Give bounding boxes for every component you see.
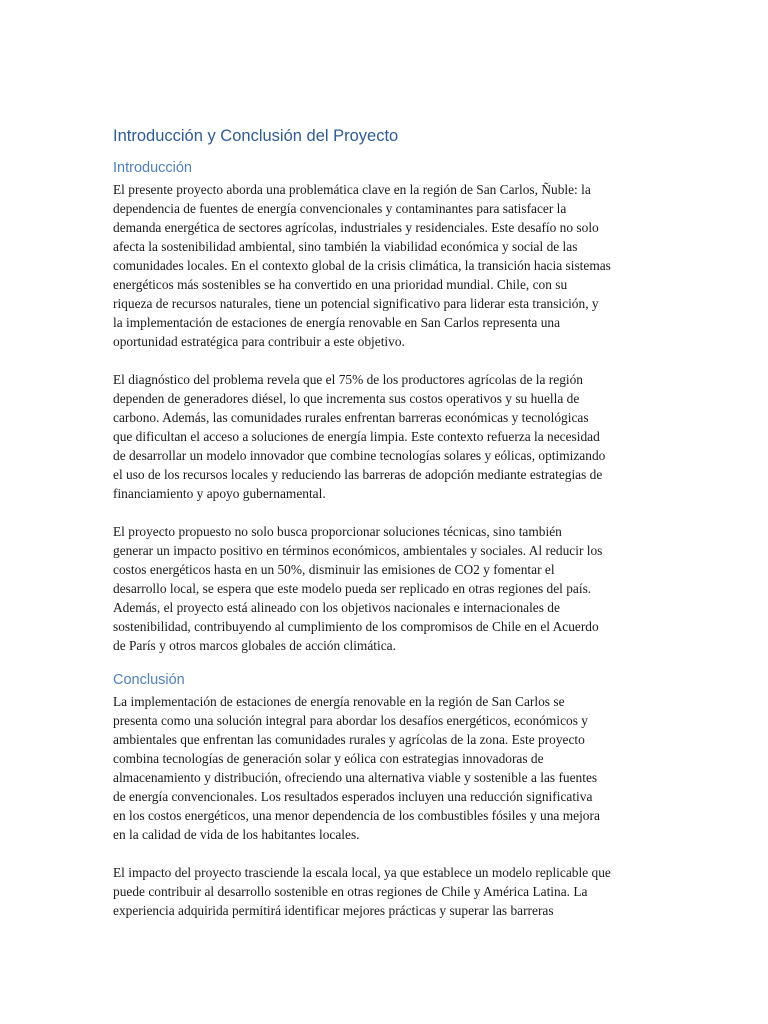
- text-line: la implementación de estaciones de energía renovable en San Carlos representa una: [113, 315, 561, 330]
- text-line: en los costos energéticos, una menor dependencia de los combustibles fósiles y una mejora: [113, 808, 600, 823]
- text-line: en la calidad de vida de los habitantes locales.: [113, 827, 360, 842]
- text-line: de energía convencionales. Los resultados esperados incluyen una reducción significativa: [113, 789, 593, 804]
- text-line: energéticos más sostenibles se ha convertido en una prioridad mundial. Chile, con su: [113, 277, 568, 292]
- text-line: de desarrollar un modelo innovador que combine tecnologías solares y eólicas, optimizando: [113, 448, 606, 463]
- section-heading-conclusion: Conclusión: [113, 672, 185, 688]
- section-introduccion: [113, 158, 658, 655]
- text-line: afecta la sostenibilidad ambiental, sino también la viabilidad económica y social de las: [113, 239, 578, 254]
- section-conclusion: [113, 670, 658, 920]
- text-line: oportunidad estratégica para contribuir a este objetivo.: [113, 334, 405, 349]
- text-line: el uso de los recursos locales y reduciendo las barreras de adopción mediante estrategias de: [113, 467, 603, 482]
- text-line: El presente proyecto aborda una problemática clave en la región de San Carlos, Ñuble: la: [113, 182, 591, 197]
- text-line: sostenibilidad, contribuyendo al cumplimiento de los compromisos de Chile en el Acuerdo: [113, 619, 599, 634]
- text-line: dependencia de fuentes de energía convencionales y contaminantes para satisfacer la: [113, 201, 567, 216]
- text-line: El proyecto propuesto no solo busca proporcionar soluciones técnicas, sino también: [113, 524, 562, 539]
- text-line: presenta como una solución integral para abordar los desafíos energéticos, económicos y: [113, 713, 588, 728]
- text-line: combina tecnologías de generación solar y eólica con estrategias innovadoras de: [113, 751, 544, 766]
- text-line: de París y otros marcos globales de acción climática.: [113, 638, 396, 653]
- text-line: almacenamiento y distribución, ofreciendo una alternativa viable y sostenible a las fuentes: [113, 770, 598, 785]
- text-line: dependen de generadores diésel, lo que incrementa sus costos operativos y su huella de: [113, 391, 580, 406]
- text-line: Además, el proyecto está alineado con los objetivos nacionales e internacionales de: [113, 600, 560, 615]
- text-line: riqueza de recursos naturales, tiene un potencial significativo para liderar esta transición, y: [113, 296, 599, 311]
- text-line: El impacto del proyecto trasciende la escala local, ya que establece un modelo replicable que: [113, 865, 611, 880]
- text-line: La implementación de estaciones de energía renovable en la región de San Carlos se: [113, 694, 565, 709]
- text-line: costos energéticos hasta en un 50%, disminuir las emisiones de CO2 y fomentar el: [113, 562, 555, 577]
- intro-paragraph-1: [113, 180, 658, 351]
- document-title: Introducción y Conclusión del Proyecto: [113, 127, 399, 145]
- text-line: generar un impacto positivo en términos económicos, ambientales y sociales. Al reducir los: [113, 543, 603, 558]
- document-content: [113, 124, 658, 939]
- text-line: comunidades locales. En el contexto global de la crisis climática, la transición hacia sistemas: [113, 258, 611, 273]
- text-line: financiamiento y apoyo gubernamental.: [113, 486, 326, 501]
- conclusion-paragraph-2: [113, 863, 658, 920]
- text-line: demanda energética de sectores agrícolas, industriales y residenciales. Este desafío no solo: [113, 220, 599, 235]
- intro-paragraph-3: [113, 522, 658, 655]
- text-line: experiencia adquirida permitirá identificar mejores prácticas y superar las barreras: [113, 903, 554, 918]
- text-line: que dificultan el acceso a soluciones de energía limpia. Este contexto refuerza la necesidad: [113, 429, 600, 444]
- text-line: carbono. Además, las comunidades rurales enfrentan barreras económicas y tecnológicas: [113, 410, 589, 425]
- text-line: El diagnóstico del problema revela que el 75% de los productores agrícolas de la región: [113, 372, 583, 387]
- section-heading-introduccion: Introducción: [113, 160, 192, 176]
- intro-paragraph-2: [113, 370, 658, 503]
- conclusion-paragraph-1: [113, 692, 658, 844]
- text-line: desarrollo local, se espera que este modelo pueda ser replicado en otras regiones del país.: [113, 581, 592, 596]
- text-line: puede contribuir al desarrollo sostenible en otras regiones de Chile y América Latina. La: [113, 884, 588, 899]
- text-line: ambientales que enfrentan las comunidades rurales y agrícolas de la zona. Este proyecto: [113, 732, 585, 747]
